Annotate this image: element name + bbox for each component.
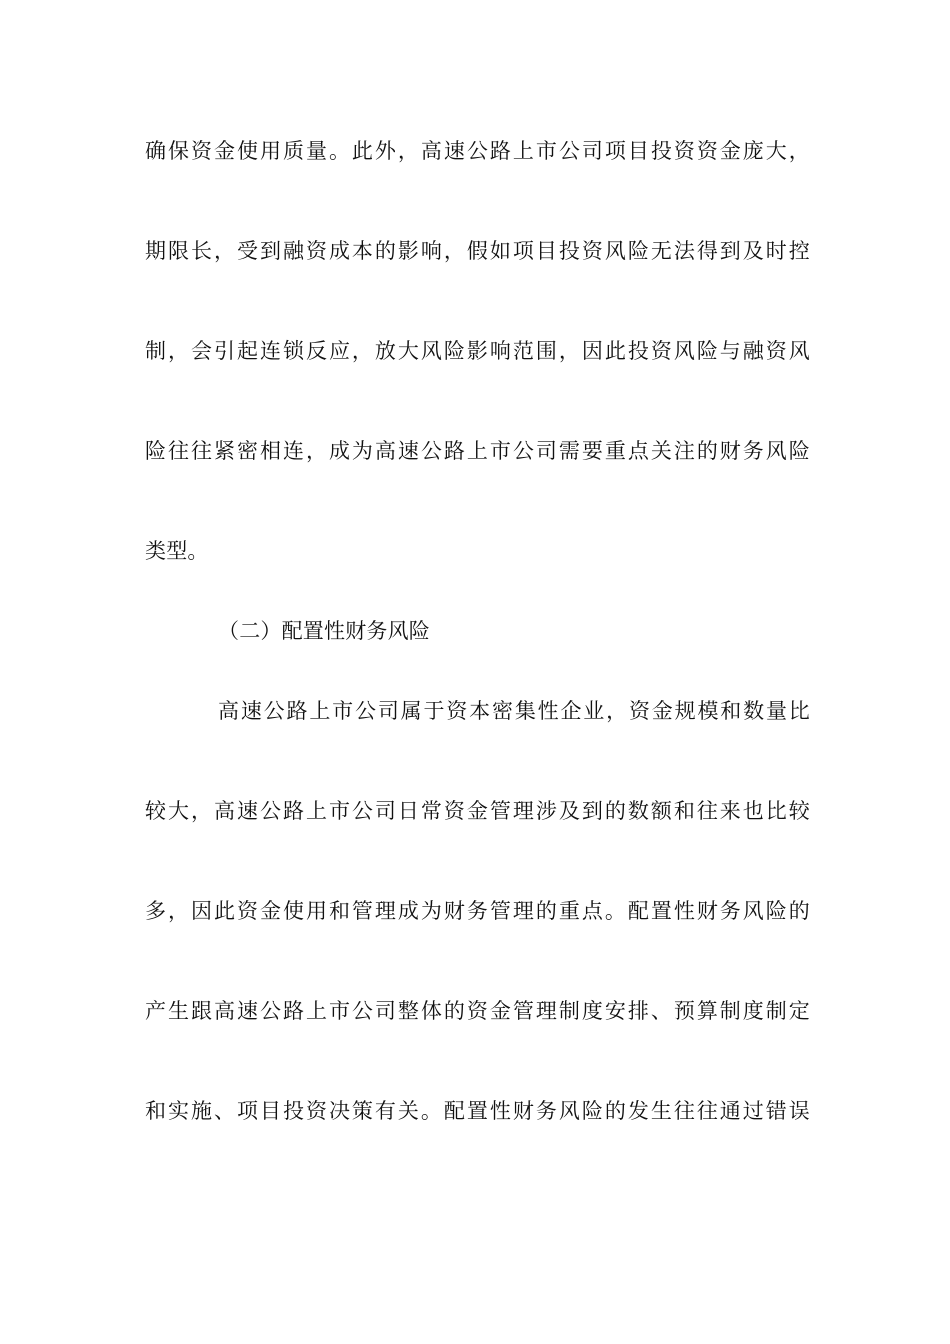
- paragraph-line: 较大，高速公路上市公司日常资金管理涉及到的数额和往来也比较: [145, 799, 810, 823]
- paragraph-line: 类型。: [145, 539, 209, 563]
- paragraph-line: 产生跟高速公路上市公司整体的资金管理制度安排、预算制度制定: [145, 999, 810, 1023]
- paragraph-line: 多，因此资金使用和管理成为财务管理的重点。配置性财务风险的: [145, 899, 810, 923]
- paragraph-line: 确保资金使用质量。此外，高速公路上市公司项目投资资金庞大，: [145, 139, 810, 163]
- paragraph-line: 制，会引起连锁反应，放大风险影响范围，因此投资风险与融资风: [145, 339, 810, 363]
- paragraph-line: 期限长，受到融资成本的影响，假如项目投资风险无法得到及时控: [145, 239, 810, 263]
- section-heading: （二）配置性财务风险: [218, 619, 430, 643]
- paragraph-line: 高速公路上市公司属于资本密集性企业，资金规模和数量比: [218, 699, 810, 723]
- paragraph-line: 险往往紧密相连，成为高速公路上市公司需要重点关注的财务风险: [145, 439, 810, 463]
- paragraph-line: 和实施、项目投资决策有关。配置性财务风险的发生往往通过错误: [145, 1099, 810, 1123]
